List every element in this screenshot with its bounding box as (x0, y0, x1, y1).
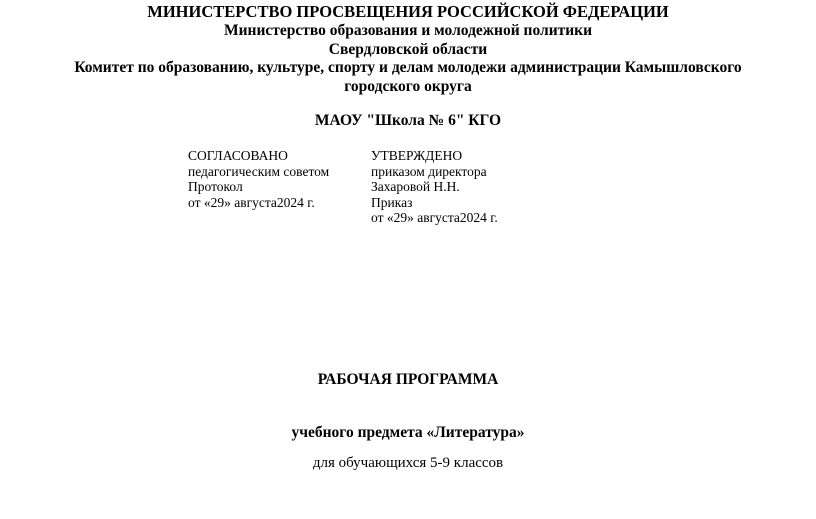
approved-line3: Приказ (371, 194, 413, 210)
school-name: МАОУ "Школа № 6" КГО (314, 112, 502, 129)
approved-line4: от «29» августа2024 г. (371, 210, 498, 226)
approved-line2: Захаровой Н.Н. (371, 179, 460, 195)
approved-block (371, 148, 498, 226)
region-heading: Свердловской области (328, 41, 488, 58)
committee-heading-line2: городского округа (344, 78, 472, 95)
approved-line1: приказом директора (371, 163, 487, 179)
agreed-line1: педагогическим советом (188, 163, 330, 179)
program-grades: для обучающихся 5-9 классов (312, 455, 504, 471)
committee-heading-line1: Комитет по образованию, культуре, спорту и делам молодежи администрации Камышловского (74, 59, 742, 76)
regional-ministry-heading: Министерство образования и молодежной политики (223, 22, 593, 39)
program-title: РАБОЧАЯ ПРОГРАММА (317, 371, 499, 388)
agreed-block (188, 148, 329, 210)
ministry-heading: МИНИСТЕРСТВО ПРОСВЕЩЕНИЯ РОССИЙСКОЙ ФЕДЕРАЦИИ (147, 2, 669, 21)
agreed-title: СОГЛАСОВАНО (188, 148, 288, 163)
agreed-line3: от «29» августа2024 г. (188, 194, 315, 210)
approved-title: УТВЕРЖДЕНО (371, 148, 463, 163)
agreed-line2: Протокол (188, 179, 243, 195)
program-subject: учебного предмета «Литература» (291, 424, 525, 441)
